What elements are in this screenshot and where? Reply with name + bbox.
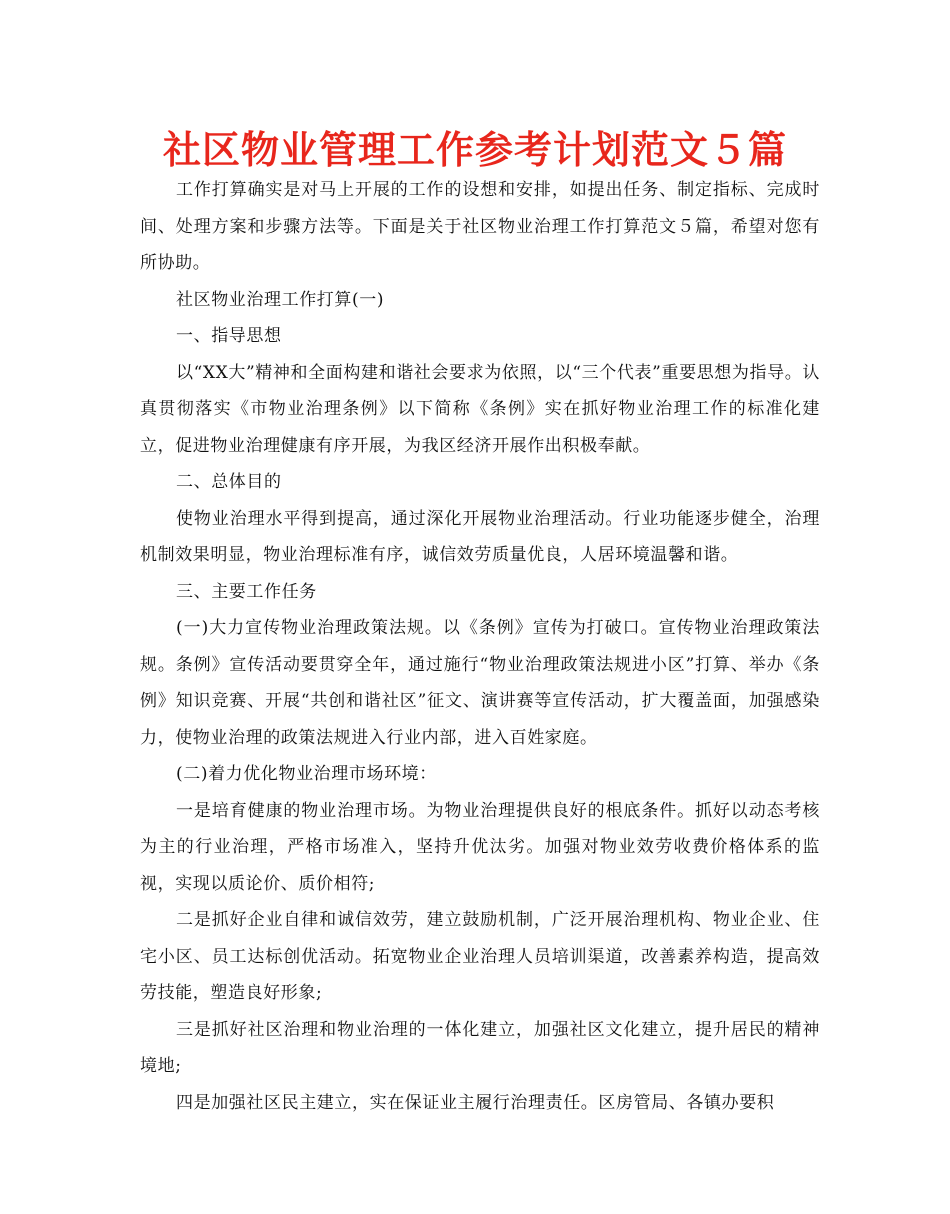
paragraph-point-three: 三是抓好社区治理和物业治理的一体化建立，加强社区文化建立，提升居民的精神境地; (140, 1019, 820, 1076)
heading-main-tasks: 三、主要工作任务 (176, 581, 317, 602)
paragraph-point-four: 四是加强社区民主建立，实在保证业主履行治理责任。区房管局、各镇办要积 (176, 1092, 775, 1113)
paragraph-point-one: 一是培育健康的物业治理市场。为物业治理提供良好的根底条件。抓好以动态考核为主的行业治理，严格市场准入，坚持升优汰劣。加强对物业效劳收费价格体系的监视，实现以质论价、质价相符; (140, 800, 820, 894)
heading-guiding-ideology: 一、指导思想 (176, 326, 282, 346)
paragraph-guiding-ideology: 以“XX大”精神和全面构建和谐社会要求为依照，以“三个代表”重要思想为指导。认真贯彻落实《市物业治理条例》以下简称《条例》实在抓好物业治理工作的标准化建立，促进物业治理健康有序开展，为我区经济开展作出积极奉献。 (140, 362, 820, 456)
heading-overall-goal: 二、总体目的 (176, 472, 282, 492)
paragraph-point-two: 二是抓好企业自律和诚信效劳，建立鼓励机制，广泛开展治理机构、物业企业、住宅小区、员工达标创优活动。拓宽物业企业治理人员培训渠道，改善素养构造，提高效劳技能，塑造良好形象; (140, 910, 820, 1003)
document-body (140, 172, 820, 1121)
document-title: 社区物业管理工作参考计划范文５篇 (162, 128, 787, 172)
paragraph-overall-goal: 使物业治理水平得到提高，通过深化开展物业治理活动。行业功能逐步健全，治理机制效果明显，物业治理标准有序，诚信效劳质量优良，人居环境温馨和谐。 (140, 508, 820, 565)
heading-task-two: (二)着力优化物业治理市场环境： (176, 764, 437, 784)
paragraph-task-one: (一)大力宣传物业治理政策法规。以《条例》宣传为打破口。宣传物业治理政策法规。条例》宣传活动要贯穿全年，通过施行“物业治理政策法规进小区”打算、举办《条例》知识竞赛、开展“共创和谐社区”征文、演讲赛等宣传活动，扩大覆盖面，加强感染力，使物业治理的政策法规进入行业内部，进入百姓家庭。 (140, 618, 820, 748)
section-heading-plan-one: 社区物业治理工作打算(一) (176, 289, 385, 310)
intro-paragraph: 工作打算确实是对马上开展的工作的设想和安排，如提出任务、制定指标、完成时间、处理方案和步骤方法等。下面是关于社区物业治理工作打算范文５篇，希望对您有所协助。 (140, 180, 820, 273)
